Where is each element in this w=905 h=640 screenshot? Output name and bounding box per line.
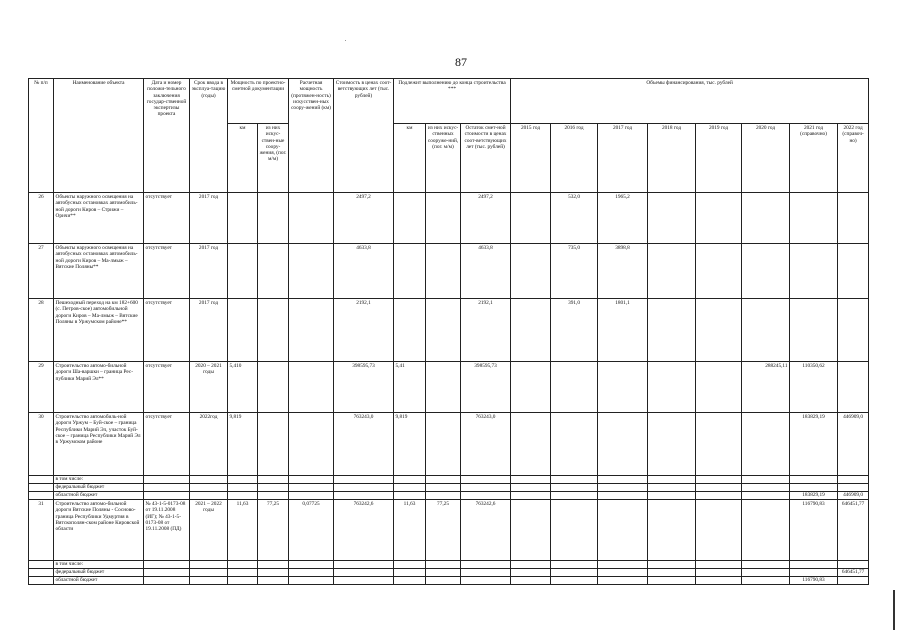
sub-label: в том числе: — [54, 561, 144, 569]
funding-2021: 110350,62 — [790, 362, 838, 413]
table-row-sub — [29, 561, 869, 569]
sub-label: областной бюджет — [54, 577, 144, 585]
row-num: 26 — [29, 193, 54, 244]
funding-2017: 1801,1 — [598, 299, 648, 362]
object-name: Объекты наружного освещения на автобусных остановках автомобиль-ной дороги Киров – Стрижи – Оричи** — [54, 193, 144, 244]
header-km: км — [228, 124, 258, 193]
row-num: 31 — [29, 500, 54, 561]
header-art-structures: из них искус-ствен-ные соору-жения, (пог. м/м) — [258, 124, 289, 193]
length-km-remaining: 5,41 — [394, 362, 426, 413]
expertise-date: № 43-1-5-0173-08 от 19.11.2008 (ИГ); № 43-1-5-0173-08 от 19.11.2008 (ПД) — [144, 500, 190, 561]
header-year-2022: 2022 год (справоч-но) — [838, 124, 869, 193]
table-row — [29, 244, 869, 299]
remaining-cost: 2192,1 — [461, 299, 511, 362]
header-km-remaining: км — [394, 124, 426, 193]
funding-2022: 446909,0 — [838, 492, 869, 500]
funding-2017: 3898,8 — [598, 244, 648, 299]
table-row-sub — [29, 476, 869, 484]
object-name: Объекты наружного освещения на автобусных остановках автомобиль-ной дороги Киров – Ма-лмыж – Вятские Поляны** — [54, 244, 144, 299]
header-year-2021: 2021 год (справочно) — [790, 124, 838, 193]
row-num: 28 — [29, 299, 54, 362]
header-year-2017: 2017 год — [598, 124, 648, 193]
commission-term: 2017 год — [190, 193, 228, 244]
cost: 2192,1 — [334, 299, 394, 362]
table-row-sub — [29, 492, 869, 500]
funding-2016: 532,0 — [551, 193, 598, 244]
object-name: Строительство автомо-бильной дороги Ша-варшки – граница Рес-публики Марий Эл** — [54, 362, 144, 413]
cost: 4633,8 — [334, 244, 394, 299]
sub-label: федеральный бюджет — [54, 569, 144, 577]
funding-2016: 391,0 — [551, 299, 598, 362]
financing-table — [28, 78, 869, 585]
header-year-2015: 2015 год — [511, 124, 551, 193]
funding-2022: 646451,77 — [838, 569, 869, 577]
length-km-remaining: 11,63 — [394, 500, 426, 561]
funding-2021: 116790,83 — [790, 500, 838, 561]
funding-2021: 183829,19 — [790, 492, 838, 500]
header-num: № п/п — [29, 79, 54, 193]
row-num: 30 — [29, 413, 54, 476]
length-km-remaining: 9,819 — [394, 413, 426, 476]
scan-edge-mark — [893, 590, 895, 630]
remaining-cost: 763242,6 — [461, 500, 511, 561]
remaining-cost: 4633,8 — [461, 244, 511, 299]
funding-2021: 116790,83 — [790, 577, 838, 585]
cost: 763243,0 — [334, 413, 394, 476]
object-name: Строительство автомобиль-ной дороги Уржум – Буй-ское – граница Республики Марий Эл, участок Буй-ское – граница Республики Марий Эл в Уржумском районе — [54, 413, 144, 476]
calc-power: 0,07725 — [289, 500, 334, 561]
funding-2022: 646451,77 — [838, 500, 869, 561]
expertise-date: отсутствует — [144, 362, 190, 413]
header-funding: Объемы финансирования, тыс. рублей — [511, 79, 869, 124]
expertise-date: отсутствует — [144, 244, 190, 299]
row-num: 27 — [29, 244, 54, 299]
length-km: 5,410 — [228, 362, 258, 413]
header-remaining-cost: Остаток смет-ной стоимости в ценах соот-ветствующих лет (тыс. рублей) — [461, 124, 511, 193]
length-km: 9,819 — [228, 413, 258, 476]
header-cost: Стоимость в ценах соот-ветствующих лет (тыс. рублей) — [334, 79, 394, 193]
table-row — [29, 413, 869, 476]
header-remaining: Подлежит выполнению до конца строительства *** — [394, 79, 511, 124]
funding-2021: 183829,19 — [790, 413, 838, 476]
funding-2017: 1965,2 — [598, 193, 648, 244]
object-name: Пешеходный переход на км 182+600 (с. Петров-ское) автомобильной дороги Киров – Ма-лмыж – Вятские Поляны в Уржумском районе** — [54, 299, 144, 362]
remaining-cost: 2497,2 — [461, 193, 511, 244]
remaining-cost: 398595,73 — [461, 362, 511, 413]
expertise-date: отсутствует — [144, 299, 190, 362]
length-km: 11,63 — [228, 500, 258, 561]
commission-term: 2021 – 2022 годы — [190, 500, 228, 561]
cost: 763242,6 — [334, 500, 394, 561]
table-row-sub — [29, 569, 869, 577]
funding-2020: 288245,11 — [742, 362, 790, 413]
expertise-date: отсутствует — [144, 413, 190, 476]
object-name: Строительство автомо-бильной дороги Вятские Поляны - Сосново-граница Республики Удмуртия в Вятскополян-ском районе Кировской области — [54, 500, 144, 561]
header-power-doc: Мощность по проектно-сметной документации — [228, 79, 289, 124]
commission-term: 2017 год — [190, 299, 228, 362]
sub-label: федеральный бюджет — [54, 484, 144, 492]
funding-2022: 446909,0 — [838, 413, 869, 476]
commission-term: 2022год — [190, 413, 228, 476]
table-row-sub — [29, 577, 869, 585]
commission-term: 2017 год — [190, 244, 228, 299]
table-row — [29, 500, 869, 561]
header-term: Срок ввода в эксплуа-тацию (годы) — [190, 79, 228, 193]
table-row — [29, 299, 869, 362]
remaining-cost: 763243,0 — [461, 413, 511, 476]
sub-label: в том числе: — [54, 476, 144, 484]
header-year-2016: 2016 год — [551, 124, 598, 193]
funding-2016: 735,0 — [551, 244, 598, 299]
sub-label: областной бюджет — [54, 492, 144, 500]
header-date: Дата и номер положи-тельного заключения государ-ственной экспертизы проекта — [144, 79, 190, 193]
table-row — [29, 362, 869, 413]
scan-dot — [345, 40, 346, 41]
expertise-date: отсутствует — [144, 193, 190, 244]
header-year-2019: 2019 год — [696, 124, 742, 193]
artificial-structures: 77,25 — [258, 500, 289, 561]
page-number: 87 — [455, 55, 467, 69]
header-row-1 — [29, 79, 869, 124]
cost: 398595,73 — [334, 362, 394, 413]
header-year-2018: 2018 год — [648, 124, 696, 193]
table-row-sub — [29, 484, 869, 492]
header-name: Наименование объекта — [54, 79, 144, 193]
header-calc-power: Расчетная мощность (протяжен-ность) искусствен-ных соору-жений (км) — [289, 79, 334, 193]
cost: 2497,2 — [334, 193, 394, 244]
commission-term: 2020 – 2021 годы — [190, 362, 228, 413]
table-row — [29, 193, 869, 244]
artificial-structures-remaining: 77,25 — [426, 500, 461, 561]
header-art-structures-remaining: из них искус-ственных сооруже-ний, (пог. м/м) — [426, 124, 461, 193]
header-year-2020: 2020 год — [742, 124, 790, 193]
row-num: 29 — [29, 362, 54, 413]
